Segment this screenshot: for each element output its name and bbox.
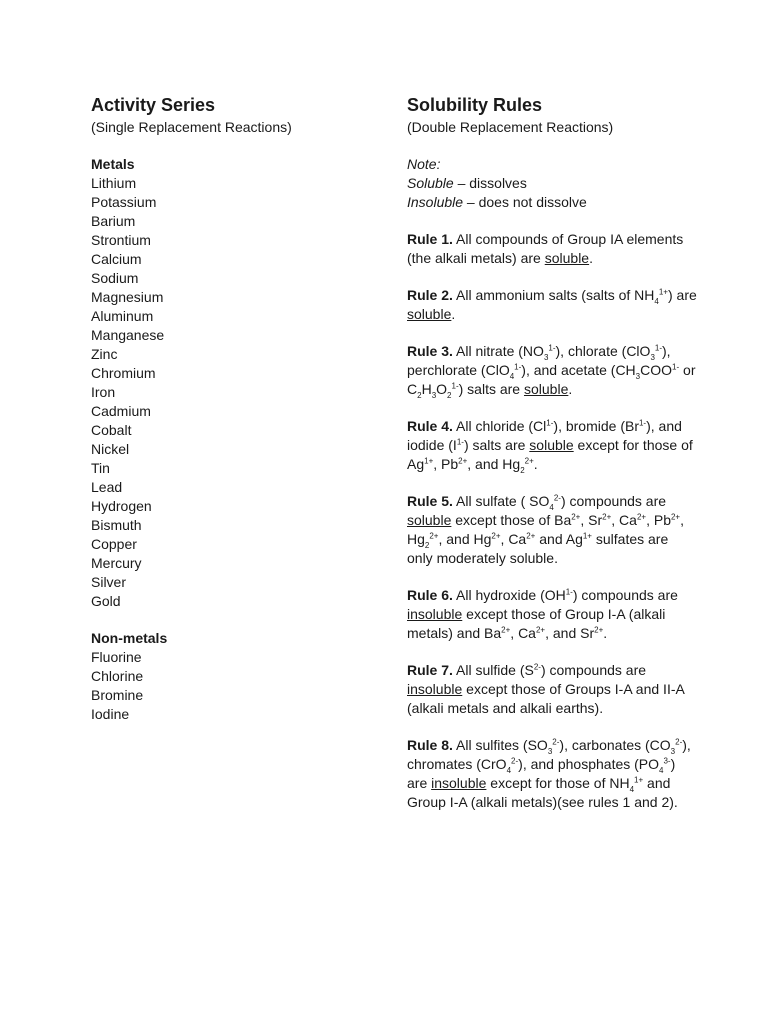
rule-text: All sulfate ( $SO_4^{2-}$) compounds are soluble except those of $Ba^{2+}$, $Sr^{2+}$, $Ca^{2+}$, $Pb^{2+}$, $Hg_2^{2+}$, and $Hg^{2+}$, $Ca^{2+}$ and $Ag^{1+}$ sulfates are only moderately soluble. xyxy=(407,493,684,566)
insoluble-definition: Insoluble – does not dissolve xyxy=(407,194,587,210)
metal-item: Gold xyxy=(91,593,121,609)
nonmetal-item: Fluorine xyxy=(91,649,142,665)
solubility-rule-2 xyxy=(407,286,697,324)
metal-item: Zinc xyxy=(91,346,118,362)
metal-item: Sodium xyxy=(91,270,139,286)
activity-series-column xyxy=(91,93,381,724)
rule-text: All ammonium salts (salts of $NH_4^{1+}$) are soluble. xyxy=(407,287,697,322)
metal-item: Magnesium xyxy=(91,289,164,305)
metal-item: Nickel xyxy=(91,441,130,457)
metal-item: Tin xyxy=(91,460,110,476)
metal-item: Potassium xyxy=(91,194,157,210)
solubility-rules-title: Solubility Rules xyxy=(407,95,543,115)
metal-item: Hydrogen xyxy=(91,498,152,514)
nonmetal-item: Chlorine xyxy=(91,668,144,684)
rule-label: Rule 2. xyxy=(407,287,453,303)
metal-item: Barium xyxy=(91,213,136,229)
rule-text: All chloride $(Cl^{1-})$, bromide $(Br^{1-})$, and iodide $(I^{1-})$ salts are soluble except for those of $Ag^{1+}$, $Pb^{2+}$, and $Hg_2^{2+}$. xyxy=(407,418,693,475)
rules-list xyxy=(407,230,697,812)
activity-series-subtitle: (Single Replacement Reactions) xyxy=(91,119,292,135)
rule-text: All compounds of Group IA elements (the alkali metals) are soluble. xyxy=(407,231,684,266)
nonmetals-list xyxy=(91,648,381,724)
rule-text: All nitrate $(NO_3^{1-})$, chlorate (ClO$_3^{1-}$), perchlorate (ClO$_4^{1-}$), and acetate ($CH_3COO^{1-}$ or $C_2H_3O_2^{1-}$) salts are soluble. xyxy=(407,343,696,400)
solubility-rule-5 xyxy=(407,492,697,568)
metal-item: Silver xyxy=(91,574,127,590)
metals-heading: Metals xyxy=(91,156,135,172)
rule-label: Rule 5. xyxy=(407,493,453,509)
activity-series-title: Activity Series xyxy=(91,95,216,115)
solubility-rule-4 xyxy=(407,417,697,474)
metal-item: Bismuth xyxy=(91,517,142,533)
nonmetals-heading: Non-metals xyxy=(91,630,168,646)
nonmetal-item: Bromine xyxy=(91,687,144,703)
metal-item: Iron xyxy=(91,384,116,400)
rule-text: All sulfites $(SO_3^{2-})$, carbonates $(CO_3^{2-})$, chromates (CrO$_4^{2-}$), and phosphates $(PO_4^{3-})$ are insoluble except for those of $NH_4^{1+}$ and Group I-A (alkali metals)(see rules 1 and 2). xyxy=(407,737,691,810)
rule-label: Rule 6. xyxy=(407,587,453,603)
metal-item: Cobalt xyxy=(91,422,132,438)
rule-label: Rule 7. xyxy=(407,662,453,678)
metal-item: Copper xyxy=(91,536,137,552)
solubility-rules-subtitle: (Double Replacement Reactions) xyxy=(407,119,614,135)
soluble-term: Soluble xyxy=(407,175,454,191)
metal-item: Manganese xyxy=(91,327,165,343)
insoluble-term: Insoluble xyxy=(407,194,464,210)
rule-text: All hydroxide $(OH^{1-})$ compounds are insoluble except those of Group I-A (alkali metals) and $Ba^{2+}$, $Ca^{2+}$, and $Sr^{2+}$. xyxy=(407,587,678,641)
solubility-rule-1 xyxy=(407,230,697,268)
metal-item: Mercury xyxy=(91,555,142,571)
solubility-rule-8 xyxy=(407,736,697,812)
metal-item: Calcium xyxy=(91,251,142,267)
rule-label: Rule 3. xyxy=(407,343,453,359)
rule-label: Rule 4. xyxy=(407,418,453,434)
metal-item: Lithium xyxy=(91,175,137,191)
metals-list xyxy=(91,174,381,611)
rule-label: Rule 8. xyxy=(407,737,453,753)
nonmetal-item: Iodine xyxy=(91,706,130,722)
rule-label: Rule 1. xyxy=(407,231,453,247)
metal-item: Strontium xyxy=(91,232,151,248)
metal-item: Lead xyxy=(91,479,123,495)
metal-item: Aluminum xyxy=(91,308,154,324)
note-label: Note: xyxy=(407,156,441,172)
metal-item: Cadmium xyxy=(91,403,151,419)
rule-text: All sulfide $(S^{2-})$ compounds are insoluble except those of Groups I-A and II-A (alkali metals and alkali earths). xyxy=(407,662,685,716)
metal-item: Chromium xyxy=(91,365,156,381)
solubility-rule-3 xyxy=(407,342,697,399)
solubility-rules-column xyxy=(407,93,697,830)
solubility-rule-7 xyxy=(407,661,697,718)
solubility-rule-6 xyxy=(407,586,697,643)
soluble-definition: Soluble – dissolves xyxy=(407,175,527,191)
